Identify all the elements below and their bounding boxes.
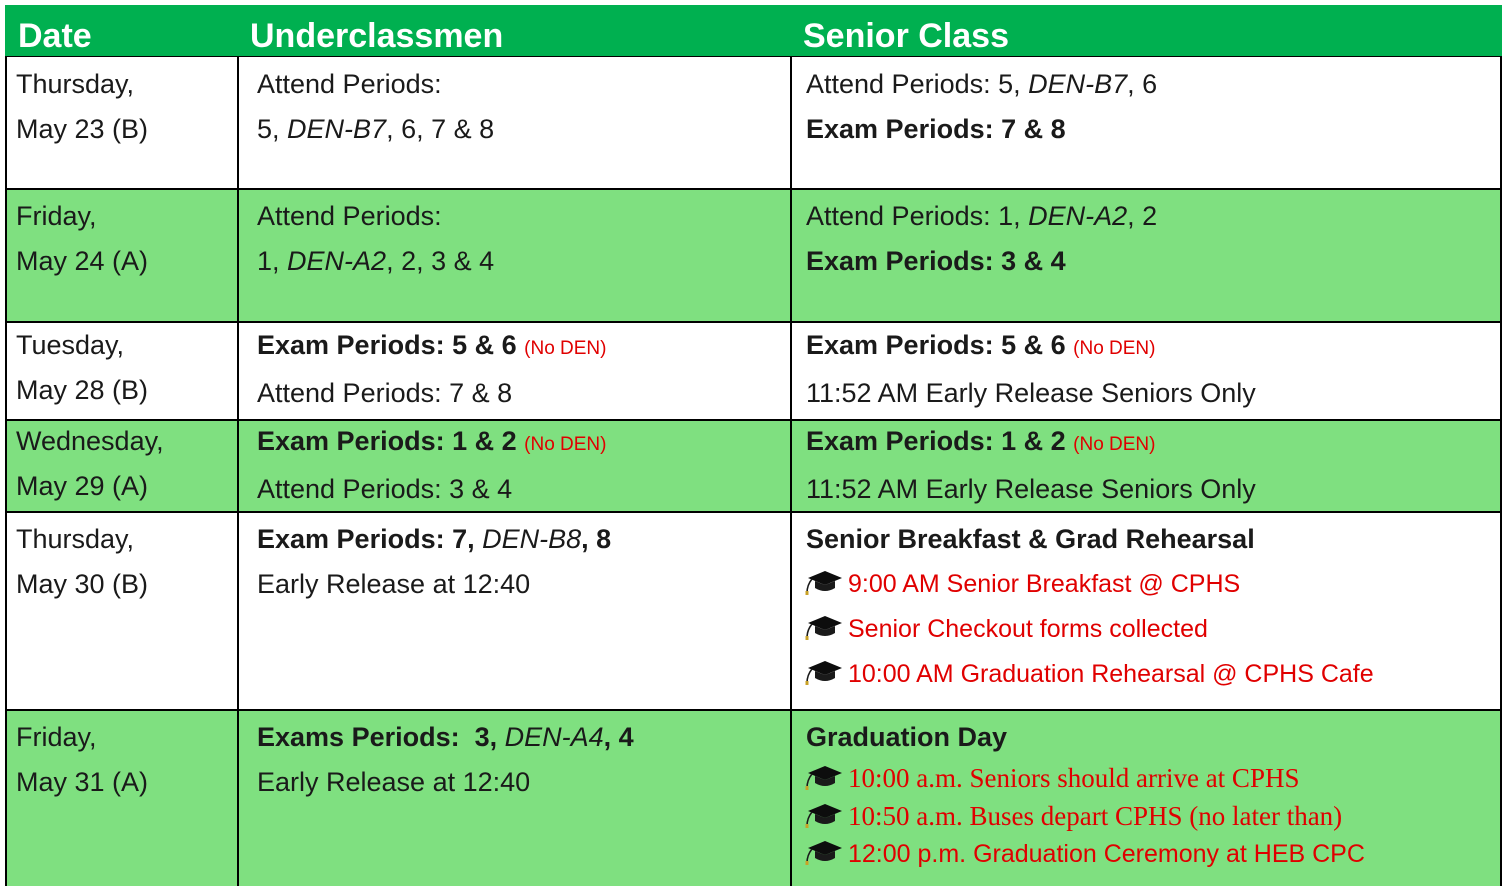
periods-line: 1, DEN-A2, 2, 3 & 4 bbox=[257, 246, 495, 276]
underclassmen-cell bbox=[237, 709, 790, 886]
senior-cell bbox=[790, 709, 1502, 886]
exam-line: Exam Periods: 7, DEN-B8, 8 bbox=[257, 524, 612, 554]
attend-line: Attend Periods: 3 & 4 bbox=[257, 474, 513, 504]
no-den-note: (No DEN) bbox=[524, 338, 607, 359]
row-divider bbox=[5, 188, 1502, 190]
senior-cell bbox=[790, 511, 1502, 709]
underclassmen-cell bbox=[237, 56, 790, 188]
exam-line: Exams Periods: 3, DEN-A4, 4 bbox=[257, 722, 634, 752]
row-divider bbox=[5, 56, 1502, 57]
header-senior-class: Senior Class bbox=[803, 17, 1009, 55]
underclassmen-cell bbox=[237, 321, 790, 419]
attend-line: Attend Periods: bbox=[257, 69, 442, 99]
date-day: May 31 (A) bbox=[16, 767, 149, 797]
event-item: 12:00 p.m. Graduation Ceremony at HEB CPC bbox=[806, 835, 1502, 873]
den-period: DEN-A2 bbox=[1028, 201, 1128, 231]
attend-line: Attend Periods: bbox=[257, 201, 442, 231]
no-den-note: (No DEN) bbox=[1073, 338, 1156, 359]
date-weekday: Tuesday, bbox=[16, 330, 125, 360]
row-divider bbox=[5, 511, 1502, 513]
exam-line: Exam Periods: 7 & 8 bbox=[806, 114, 1066, 144]
release-line: 11:52 AM Early Release Seniors Only bbox=[806, 378, 1256, 408]
den-period: DEN-B7 bbox=[287, 114, 387, 144]
underclassmen-cell bbox=[237, 188, 790, 321]
column-divider bbox=[237, 56, 239, 886]
date-cell bbox=[5, 56, 237, 188]
release-line: Early Release at 12:40 bbox=[257, 569, 531, 599]
release-line: 11:52 AM Early Release Seniors Only bbox=[806, 474, 1256, 504]
no-den-note: (No DEN) bbox=[524, 434, 607, 455]
den-period: DEN-A2 bbox=[287, 246, 387, 276]
event-item: 10:00 a.m. Seniors should arrive at CPHS bbox=[806, 759, 1502, 797]
column-divider bbox=[790, 56, 792, 886]
attend-line: Attend Periods: 1, DEN-A2, 2 bbox=[806, 201, 1158, 231]
date-cell bbox=[5, 321, 237, 419]
event-title: Graduation Day bbox=[806, 722, 1008, 752]
graduation-cap-icon bbox=[804, 614, 844, 640]
date-day: May 30 (B) bbox=[16, 569, 149, 599]
exam-line: Exam Periods: 5 & 6 (No DEN) bbox=[806, 330, 1156, 360]
den-period: DEN-A4 bbox=[504, 722, 604, 752]
exam-line: Exam Periods: 1 & 2 (No DEN) bbox=[806, 426, 1156, 456]
exam-line: Exam Periods: 5 & 6 (No DEN) bbox=[257, 330, 607, 360]
senior-cell bbox=[790, 56, 1502, 188]
row-divider bbox=[5, 321, 1502, 323]
no-den-note: (No DEN) bbox=[1073, 434, 1156, 455]
date-cell bbox=[5, 709, 237, 886]
attend-line: Attend Periods: 7 & 8 bbox=[257, 378, 513, 408]
senior-cell bbox=[790, 188, 1502, 321]
row-divider bbox=[5, 709, 1502, 711]
date-day: May 28 (B) bbox=[16, 375, 149, 405]
column-divider bbox=[5, 56, 7, 886]
event-item: 10:50 a.m. Buses depart CPHS (no later than) bbox=[806, 797, 1502, 835]
date-weekday: Wednesday, bbox=[16, 426, 164, 456]
release-line: Early Release at 12:40 bbox=[257, 767, 531, 797]
graduation-cap-icon bbox=[804, 839, 844, 865]
date-weekday: Friday, bbox=[16, 722, 97, 752]
senior-cell bbox=[790, 419, 1502, 511]
date-day: May 23 (B) bbox=[16, 114, 149, 144]
header-date: Date bbox=[18, 17, 92, 55]
den-period: DEN-B7 bbox=[1028, 69, 1128, 99]
date-day: May 24 (A) bbox=[16, 246, 149, 276]
event-item: Senior Checkout forms collected bbox=[806, 607, 1502, 652]
exam-line: Exam Periods: 3 & 4 bbox=[806, 246, 1066, 276]
senior-cell bbox=[790, 321, 1502, 419]
date-cell bbox=[5, 188, 237, 321]
date-cell bbox=[5, 419, 237, 511]
row-divider bbox=[5, 419, 1502, 421]
event-item: 10:00 AM Graduation Rehearsal @ CPHS Cafe bbox=[806, 652, 1502, 697]
date-weekday: Thursday, bbox=[16, 69, 135, 99]
date-day: May 29 (A) bbox=[16, 471, 149, 501]
date-cell bbox=[5, 511, 237, 709]
attend-line: Attend Periods: 5, DEN-B7, 6 bbox=[806, 69, 1158, 99]
periods-line: 5, DEN-B7, 6, 7 & 8 bbox=[257, 114, 495, 144]
graduation-cap-icon bbox=[804, 659, 844, 685]
exam-line: Exam Periods: 1 & 2 (No DEN) bbox=[257, 426, 607, 456]
graduation-cap-icon bbox=[804, 569, 844, 595]
den-period: DEN-B8 bbox=[482, 524, 582, 554]
graduation-cap-icon bbox=[804, 802, 844, 828]
header-underclassmen: Underclassmen bbox=[250, 17, 504, 55]
schedule-table bbox=[5, 5, 1502, 886]
date-weekday: Thursday, bbox=[16, 524, 135, 554]
event-title: Senior Breakfast & Grad Rehearsal bbox=[806, 524, 1255, 554]
underclassmen-cell bbox=[237, 511, 790, 709]
underclassmen-cell bbox=[237, 419, 790, 511]
graduation-cap-icon bbox=[804, 764, 844, 790]
event-item: 9:00 AM Senior Breakfast @ CPHS bbox=[806, 562, 1502, 607]
date-weekday: Friday, bbox=[16, 201, 97, 231]
